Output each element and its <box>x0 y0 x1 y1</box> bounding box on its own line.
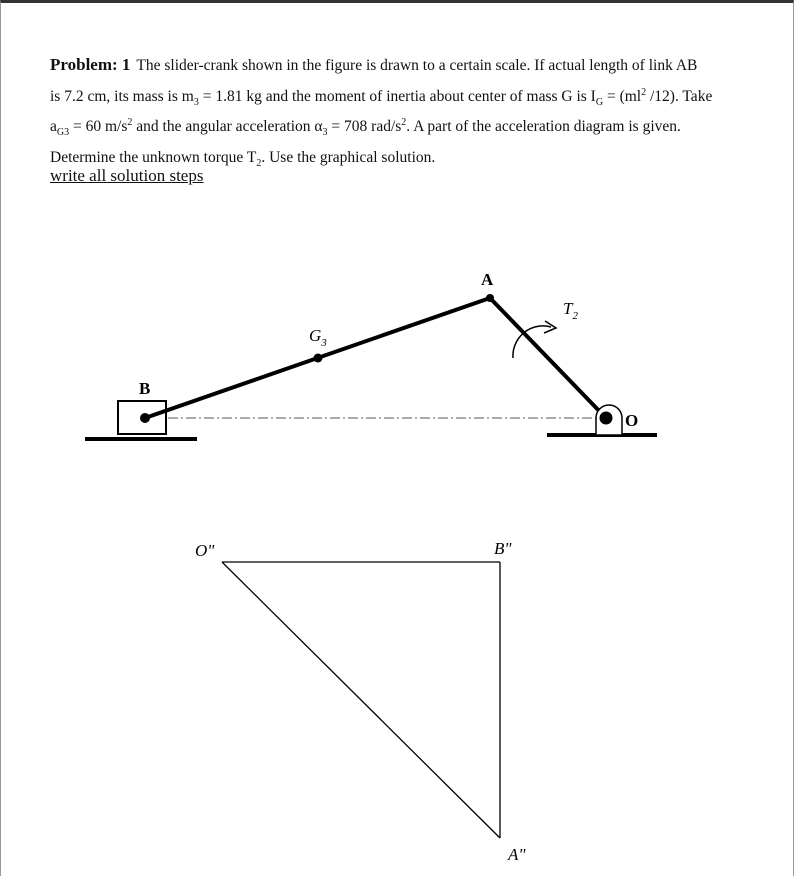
label-B: B <box>139 379 151 398</box>
acc-label-A: A" <box>508 845 526 864</box>
problem-line-1: Problem: 1 The slider-crank shown in the figure is drawn to a certain scale. If actual length of link AB <box>50 55 698 74</box>
acc-label-O: O" <box>195 541 215 560</box>
slider-crank-mechanism <box>85 270 657 439</box>
problem-line-4: Determine the unknown torque $T_2$. Use the graphical solution. <box>50 148 436 169</box>
acc-vector-OA <box>222 562 500 838</box>
acc-label-B: B" <box>494 539 512 558</box>
point-G3 <box>314 354 323 363</box>
instruction-link[interactable]: write all solution steps <box>50 166 204 185</box>
label-O: O <box>625 411 639 430</box>
problem-line-2: is 7.2 cm, its mass is $m_3 = 1.81$ kg and the moment of inertia about center of mass G is $I_G = (ml^2$ /12). Take <box>50 86 713 108</box>
joint-O <box>600 412 613 425</box>
problem-line-3: $a_{G3} = 60$ $m/s^2$ and the angular acceleration $\alpha_3 = 708$ rad/$s^2$. A part of the acceleration diagram is given. <box>50 116 681 139</box>
crank-OA <box>490 298 606 418</box>
problem-label: Problem: 1 <box>50 55 131 74</box>
label-T2: $T_2$ <box>563 299 578 322</box>
joint-B <box>140 413 150 423</box>
acceleration-diagram <box>195 539 526 864</box>
label-A: A <box>481 270 494 289</box>
label-G3: $G_3$ <box>309 326 327 349</box>
joint-A <box>486 294 494 302</box>
